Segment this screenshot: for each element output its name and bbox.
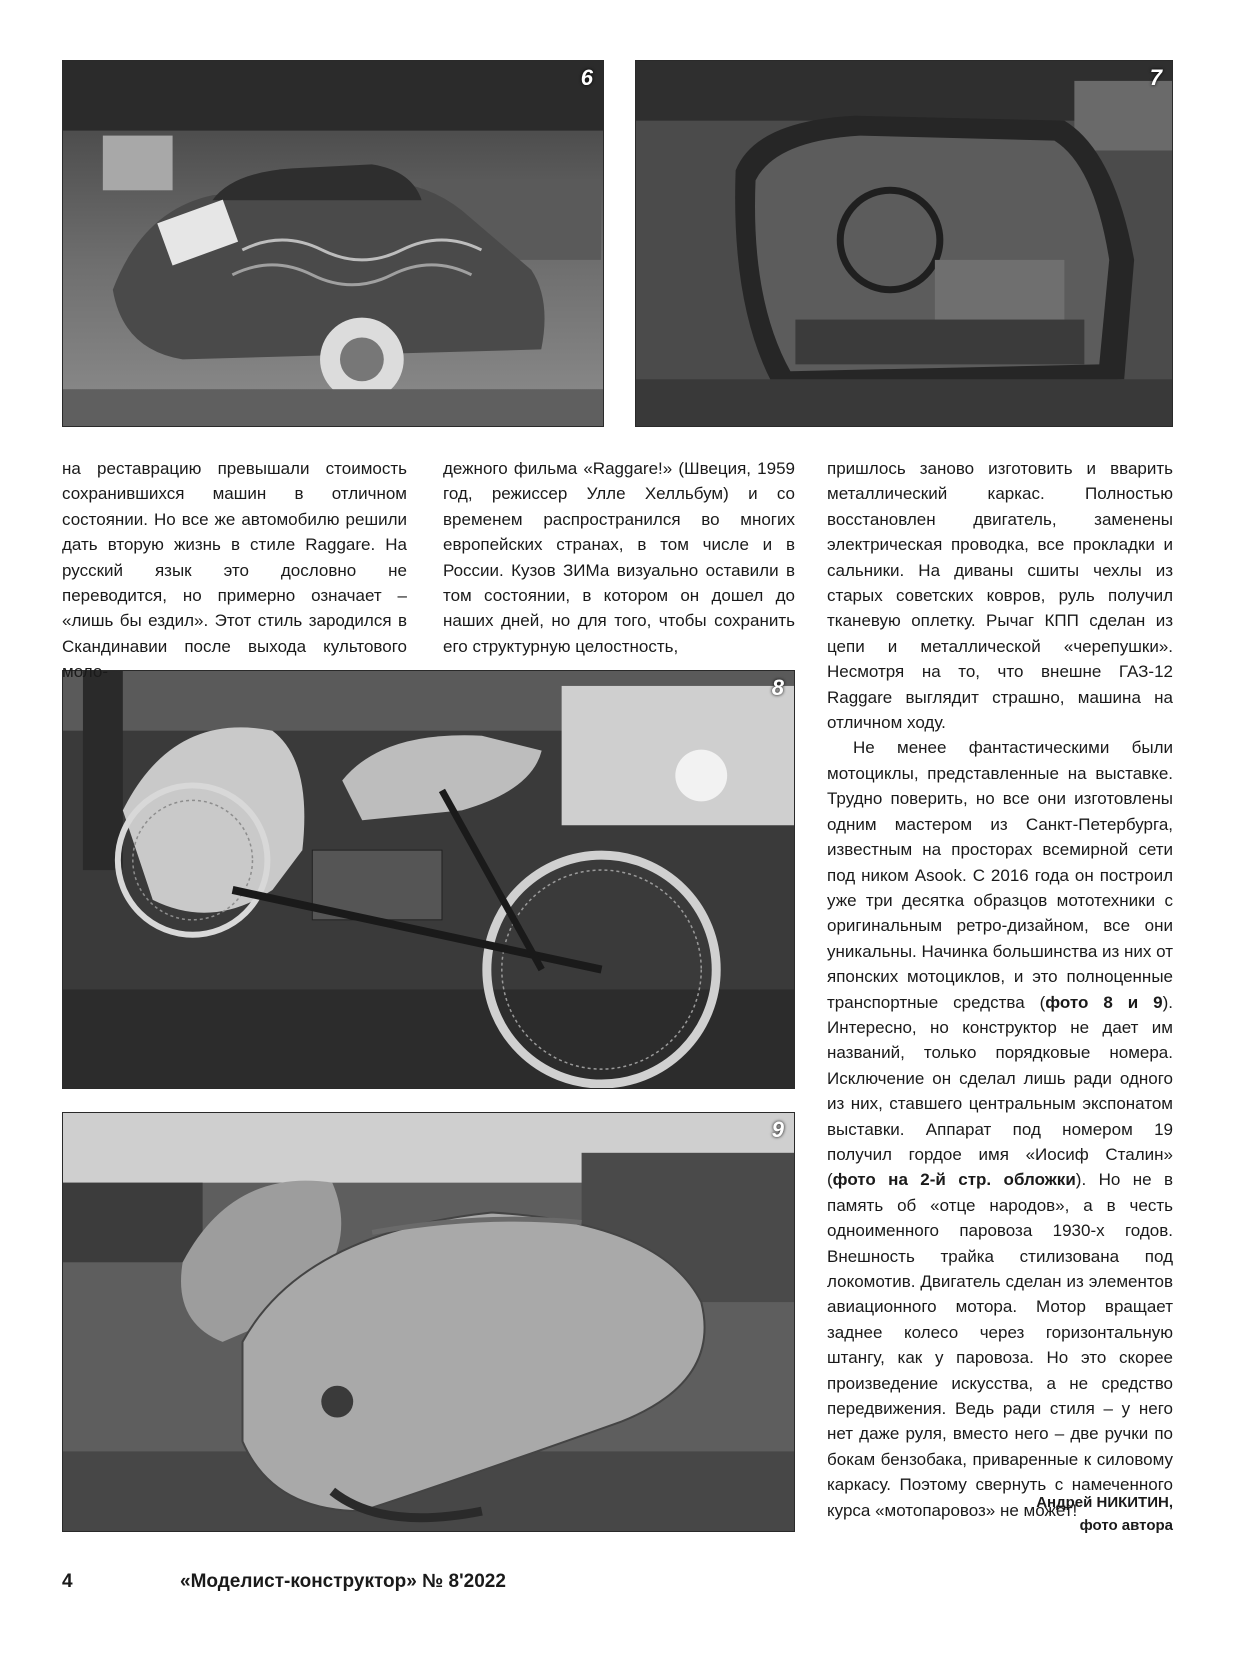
paragraph: пришлось заново изготовить и вварить металлический каркас. Полностью восстановлен двигатель, заменены электрическая проводка, все прокладки и сальники. На диваны сшиты чехлы из старых советских ковров, руль получил тканевую оплетку. Рычаг КПП сделан из цепи и металлической «черепушки». Несмотря на то, что внешне ГАЗ-12 Raggare выглядит страшно, машина на отличном ходу.: [827, 459, 1173, 733]
photo-number: 6: [580, 65, 593, 90]
motorcycle-photo-icon: [63, 1113, 794, 1531]
paragraph: Не менее фантастическими были мотоциклы, представленные на выставке. Трудно поверить, но все они изготовлены одним мастером из Санкт-Петербурга, известным на просторах всемирной сети под ником Asook. С 2016 года он построил уже три десятка образцов мототехники с оригинальным ретро-дизайном, все они уникальны. Начинка большинства из них от японских мотоциклов, и это полноценные транспортные средства (фото 8 и 9). Интересно, но конструктор не дает им названий, только порядковые номера. Исключение он сделал лишь ради одного из них, ставшего центральным экспонатом выставки. Аппарат под номером 19 получил гордое имя «Иосиф Сталин» (фото на 2-й стр. обложки). Но не в память об «отце народов», а в честь одноименного паровоза 1930-х годов. Внешность трайка стилизована под локомотив. Двигатель сделан из элементов авиационного мотора. Мотор вращает заднее колесо через горизонтальную штангу, как у паровоза. Но это скорее произведение искусства, а не средство передвижения. Ведь ради стиля – у него нет даже руля, вместо него – две ручки по бокам бензобака, приваренные к силовому каркасу. Поэтому свернуть с намеченного курса «мотопаровоз» не может!: [827, 738, 1173, 1520]
text-column-3: [827, 456, 1173, 1523]
photo-reference: фото на 2-й стр. обложки: [832, 1170, 1076, 1190]
signature: [1036, 1491, 1173, 1537]
author-name: Андрей НИКИТИН,: [1036, 1494, 1173, 1511]
text-column-2: [443, 456, 795, 659]
photo-8: [62, 670, 795, 1089]
car-interior-photo-icon: [636, 61, 1172, 426]
car-photo-icon: [63, 61, 603, 426]
photo-7: [635, 60, 1173, 427]
photo-number: 8: [771, 675, 784, 700]
photo-number: 9: [771, 1117, 784, 1142]
magazine-title: «Моделист-конструктор» № 8'2022: [180, 1571, 506, 1592]
photo-9: [62, 1112, 795, 1532]
paragraph: на реставрацию превышали стоимость сохранившихся машин в отличном состоянии. Но все же автомобилю решили дать вторую жизнь в стиле Raggare. На русский язык это дословно не переводится, но примерно означает – «лишь бы ездил». Этот стиль зародился в Скандинавии после выхода культового моло-: [62, 459, 407, 682]
page-number: 4: [62, 1571, 73, 1592]
photo-number: 7: [1149, 65, 1162, 90]
motorcycle-photo-icon: [63, 671, 794, 1088]
text-column-1: [62, 456, 407, 685]
photo-credit: фото автора: [1079, 1517, 1173, 1534]
paragraph: дежного фильма «Raggare!» (Швеция, 1959 год, режиссер Улле Хелльбум) и со временем распространился во многих европейских странах, в том числе и в России. Кузов ЗИМа визуально оставили в том состоянии, в котором он дошел до наших дней, но для того, чтобы сохранить его структурную целостность,: [443, 459, 795, 656]
photo-reference: фото 8 и 9: [1045, 992, 1163, 1012]
photo-6: [62, 60, 604, 427]
